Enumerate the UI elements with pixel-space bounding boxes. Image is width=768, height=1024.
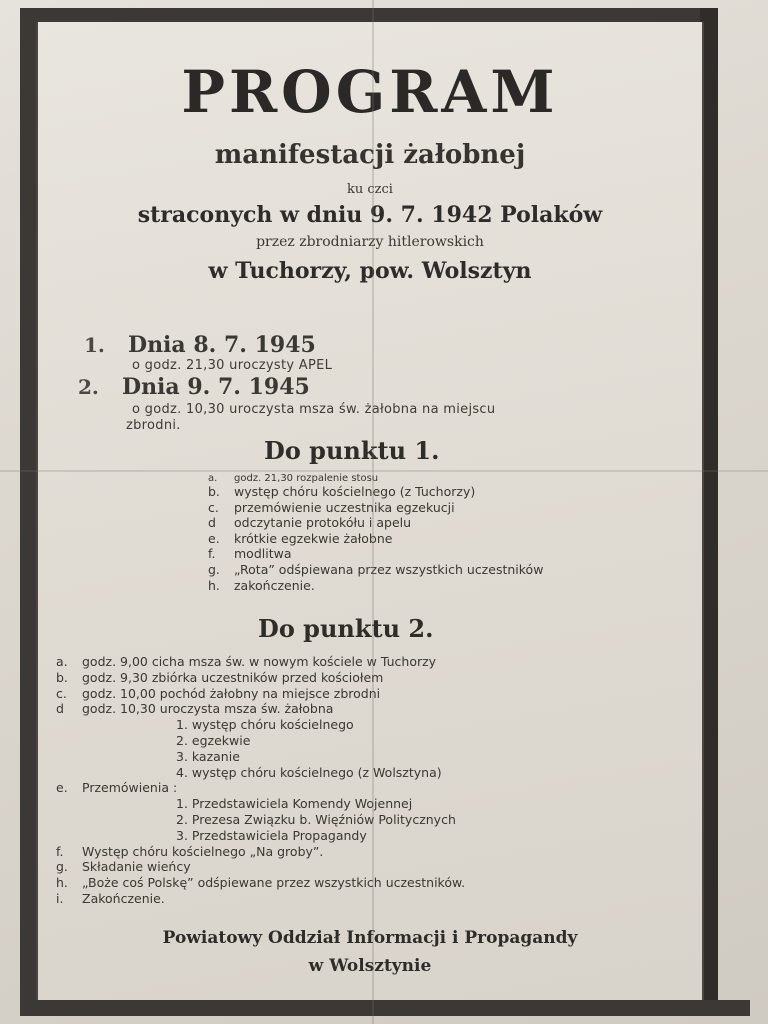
sub-list-item: 1. występ chóru kościelnego: [176, 717, 354, 733]
day-number: 1.: [84, 333, 105, 357]
list-item: c. przemówienie uczestnika egzekucji: [208, 499, 455, 515]
footer-organization: Powiatowy Oddział Informacji i Propagandy: [162, 928, 578, 948]
poster-title: PROGRAM: [181, 58, 559, 126]
section-1-heading: Do punktu 1.: [264, 436, 440, 465]
straconych-line: straconych w dniu 9. 7. 1942 Polaków: [137, 202, 603, 228]
list-item: e. Przemówienia :: [56, 780, 178, 796]
day-detail-continued: zbrodni.: [126, 418, 181, 433]
list-item: g. Składanie wieńcy: [56, 859, 191, 875]
day-date: Dnia 9. 7. 1945: [121, 374, 310, 400]
place-line: w Tuchorzy, pow. Wolsztyn: [208, 258, 532, 284]
list-item: c. godz. 10,00 pochód żałobny na miejsce zbrodni: [56, 685, 381, 701]
border-top: [28, 8, 708, 22]
sub-list-item: 4. występ chóru kościelnego (z Wolsztyna): [176, 764, 442, 780]
list-item: f. modlitwa: [208, 546, 292, 562]
list-item: h. „Boże coś Polskę” odśpiewane przez wszystkich uczestników.: [56, 875, 466, 891]
poster-subtitle: manifestacji żałobnej: [214, 140, 526, 170]
poster-body: [36, 22, 704, 1000]
list-item: i. Zakończenie.: [56, 890, 165, 906]
day-detail: o godz. 21,30 uroczysty APEL: [132, 358, 333, 373]
footer-location: w Wolsztynie: [308, 956, 432, 976]
section-2-list: [56, 654, 465, 907]
sub-list-item: 2. egzekwie: [176, 732, 251, 748]
list-item: e. krótkie egzekwie żałobne: [208, 530, 393, 546]
list-item: a. godz. 9,00 cicha msza św. w nowym kościele w Tuchorzy: [56, 654, 437, 669]
ku-czci-line: ku czci: [347, 182, 393, 197]
day-date: Dnia 8. 7. 1945: [127, 332, 316, 358]
sub-list-item: 3. kazanie: [176, 748, 240, 764]
day-1: [84, 332, 316, 358]
sub-list-item: 3. Przedstawiciela Propagandy: [176, 827, 367, 843]
day-2: [78, 374, 310, 400]
fold-crease-vertical: [372, 0, 374, 1024]
list-item: g. „Rota” odśpiewana przez wszystkich uczestników: [208, 561, 544, 577]
list-item: f. Występ chóru kościelnego „Na groby”.: [56, 843, 324, 859]
border-left: [20, 8, 36, 1016]
list-item: h. zakończenie.: [208, 577, 315, 593]
przez-line: przez zbrodniarzy hitlerowskich: [256, 234, 484, 250]
list-item: d godz. 10,30 uroczysta msza św. żałobna: [56, 701, 334, 717]
section-2-heading: Do punktu 2.: [258, 614, 434, 643]
sub-list-item: 2. Prezesa Związku b. Więźniów Politycznych: [176, 811, 456, 827]
list-item: b. występ chóru kościelnego (z Tuchorzy): [208, 484, 476, 499]
list-item: d odczytanie protokółu i apelu: [208, 515, 412, 531]
day-detail: o godz. 10,30 uroczysta msza św. żałobna na miejscu: [132, 402, 496, 417]
border-bottom: [20, 1000, 750, 1016]
list-item: a. godz. 21,30 rozpalenie stosu: [208, 473, 379, 484]
list-item: b. godz. 9,30 zbiórka uczestników przed kościołem: [56, 669, 384, 685]
fold-crease-horizontal: [0, 470, 768, 472]
section-1-list: [208, 474, 543, 593]
day-number: 2.: [78, 375, 99, 399]
sub-list-item: 1. Przedstawiciela Komendy Wojennej: [176, 796, 413, 812]
